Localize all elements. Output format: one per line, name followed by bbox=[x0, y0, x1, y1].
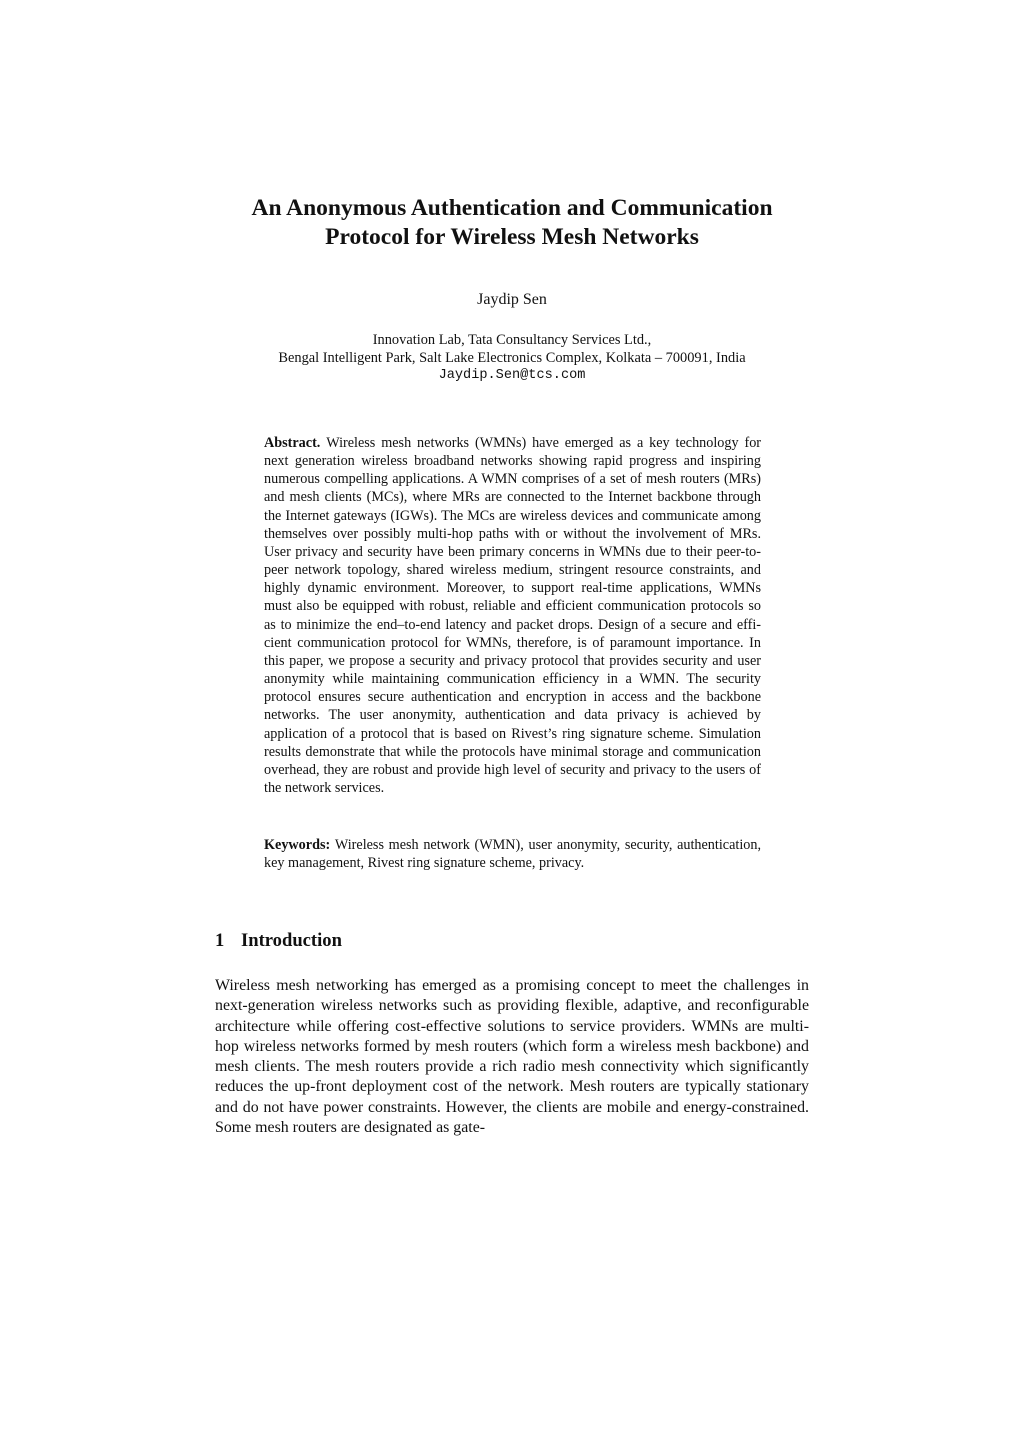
paper-title-line-2: Protocol for Wireless Mesh Networks bbox=[325, 224, 699, 250]
paper-title-line-1: An Anonymous Authentication and Communication bbox=[251, 195, 773, 221]
abstract bbox=[264, 434, 761, 797]
introduction-paragraph: Wireless mesh networking has emerged as a promising concept to meet the challenges in next-generation wireless networks such as providing flexible, adaptive, and reconfigurable architecture while offering cost-effective solutions to service providers. WMNs are multi-hop wireless networks formed by mesh routers (which form a wireless mesh backbone) and mesh clients. The mesh routers provide a rich radio mesh connectivity which significantly reduces the up-front deployment cost of the network. Mesh routers are typically stationary and do not have power constraints. However, the clients are mobile and energy-constrained. Some mesh routers are designated as gate- bbox=[215, 977, 809, 1137]
keywords-label: Keywords: bbox=[264, 837, 335, 853]
author-name: Jaydip Sen bbox=[477, 291, 547, 308]
affiliation-line-1: Innovation Lab, Tata Consultancy Services Ltd., bbox=[372, 332, 652, 348]
section-heading-introduction bbox=[215, 929, 342, 953]
abstract-text: Wireless mesh networks (WMNs) have emerged as a key technology for next generation wireless broadband networks showing rapid progress and inspiring numerous compelling applications. A WMN comprises of a set of mesh routers (MRs) and mesh clients (MCs), where MRs are connected to the Internet backbone through the Internet gateways (IGWs). The MCs are wireless devices and communicate among themselves over possibly multi-hop paths with or without the involvement of MRs. User privacy and security have been primary concerns in WMNs due to their peer-to-peer network topology, shared wireless medium, stringent resource constraints, and highly dynamic environment. Moreover, to support real-time applications, WMNs must also be equipped with robust, reliable and efficient communication protocols so as to minimize the end–to-end latency and packet drops. Design of a secure and efficient communication protocol for WMNs, therefore, is of paramount importance. In this paper, we propose a security and privacy protocol that provides security and user anonymity while maintaining communication efficiency in a WMN. The security protocol ensures secure authentication and encryption in access and the backbone networks. The user anonymity, authentication and data privacy is achieved by application of a protocol that is based on Rivest’s ring signature scheme. Simulation results demonstrate that while the protocols have minimal storage and communication overhead, they are robust and provide high level of security and privacy to the users of the network services. bbox=[264, 435, 762, 796]
author-email: Jaydip.Sen@tcs.com bbox=[438, 368, 586, 383]
affiliation-line-2: Bengal Intelligent Park, Salt Lake Electronics Complex, Kolkata – 700091, India bbox=[278, 349, 746, 366]
keywords bbox=[264, 836, 761, 872]
abstract-label: Abstract. bbox=[264, 435, 327, 451]
section-title: Introduction bbox=[241, 930, 342, 951]
author-affiliation bbox=[0, 332, 1024, 385]
section-number: 1 bbox=[215, 930, 225, 951]
paper-title bbox=[0, 194, 1024, 252]
keywords-text: Wireless mesh network (WMN), user anonymity, security, authentication, key management, Rivest ring signature scheme, privacy. bbox=[264, 837, 761, 872]
